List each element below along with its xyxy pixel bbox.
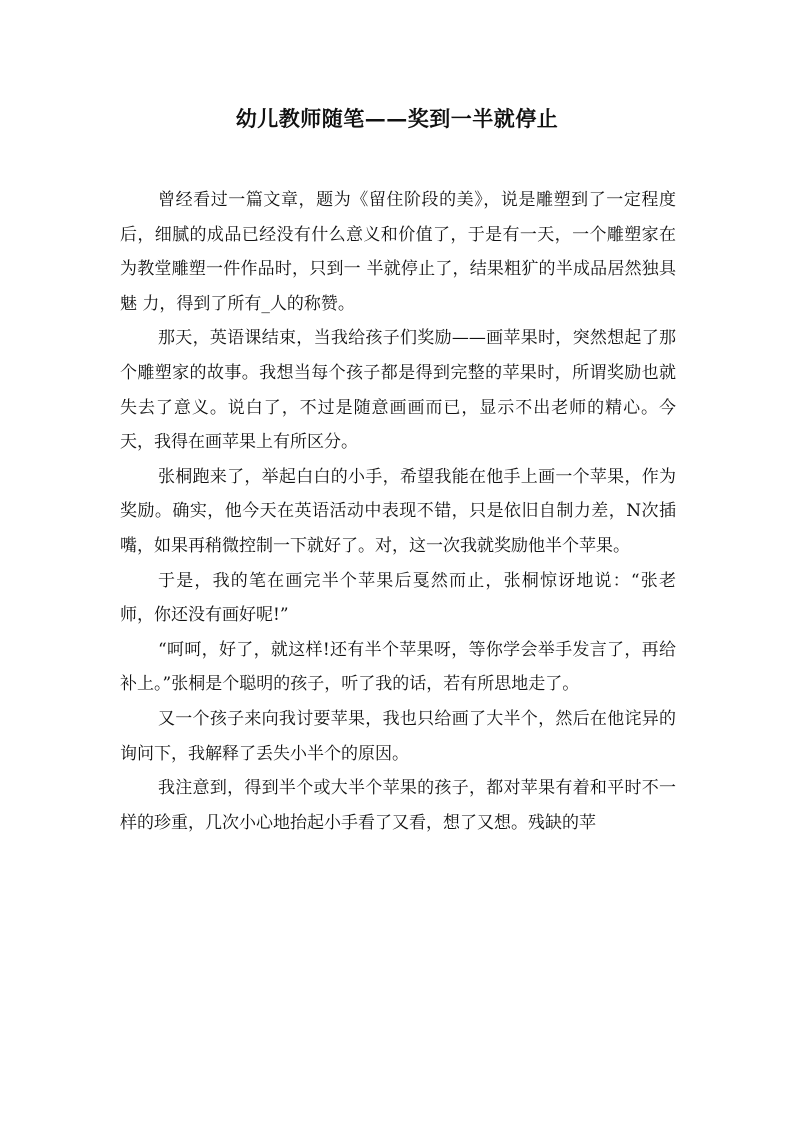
paragraph: 于是，我的笔在画完半个苹果后戛然而止，张桐惊讶地说：“张老师，你还没有画好呢!” [120, 570, 676, 626]
paragraph: 那天，英语课结束，当我给孩子们奖励——画苹果时，突然想起了那个雕塑家的故事。我想当每个孩子都是得到完整的苹果时，所谓奖励也就失去了意义。说白了，不过是随意画画而已，显示不出老师的精心。今天，我得在画苹果上有所区分。 [120, 328, 676, 453]
paragraph: 张桐跑来了，举起白白的小手，希望我能在他手上画一个苹果，作为奖励。确实，他今天在英语活动中表现不错，只是依旧自制力差，N次插嘴，如果再稍微控制一下就好了。对，这一次我就奖励他半个苹果。 [120, 466, 676, 556]
document-title: 幼儿教师随笔——奖到一半就停止 [235, 106, 559, 131]
paragraph: 又一个孩子来向我讨要苹果，我也只给画了大半个，然后在他诧异的询问下，我解释了丢失小半个的原因。 [120, 708, 676, 764]
document-body [120, 183, 676, 840]
paragraph: “呵呵，好了，就这样!还有半个苹果呀，等你学会举手发言了，再给补上。”张桐是个聪明的孩子，听了我的话，若有所思地走了。 [120, 639, 676, 695]
paragraph: 我注意到，得到半个或大半个苹果的孩子，都对苹果有着和平时不一样的珍重，几次小心地抬起小手看了又看，想了又想。残缺的苹 [120, 778, 676, 833]
paragraph: 曾经看过一篇文章，题为《留住阶段的美》，说是雕塑到了一定程度后，细腻的成品已经没有什么意义和价值了，于是有一天，一个雕塑家在为教堂雕塑一件作品时，只到一 半就停止了，结果粗犷的半成品居然独具魅 力，得到了所有_人的称赞。 [120, 190, 676, 314]
